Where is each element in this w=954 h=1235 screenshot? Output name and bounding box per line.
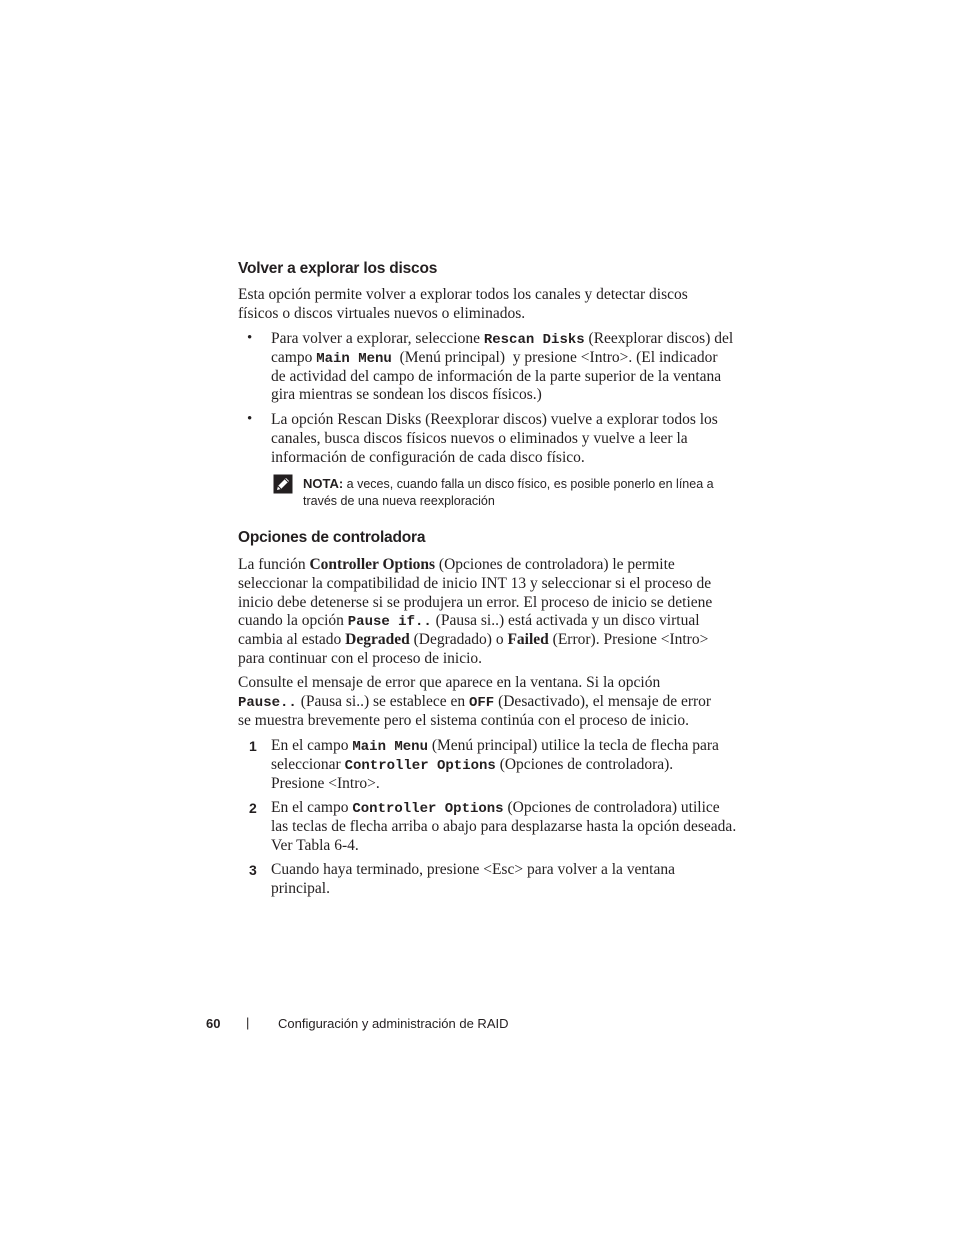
code-pause-if: Pause if..	[347, 614, 432, 631]
code-controller-options: Controller Options	[352, 801, 504, 817]
code-main-menu: Main Menu	[352, 739, 428, 755]
footer-chapter-title: Configuración y administración de RAID	[278, 1016, 509, 1031]
step-item-1	[271, 737, 719, 793]
error-message-paragraph	[238, 674, 711, 730]
rescan-intro-paragraph	[238, 286, 688, 324]
note-pencil-icon	[273, 474, 293, 499]
text-line: información de configuración de cada disco físico.	[271, 448, 585, 466]
text-line: En el campo Controller Options (Opciones de controladora) utilice	[271, 799, 720, 817]
code-off: OFF	[468, 694, 495, 711]
step-number: 1	[249, 738, 257, 754]
text-line: cuando la opción Pause if.. (Pausa si..) está activada y un disco virtual	[238, 612, 700, 631]
bold-failed: Failed	[507, 631, 549, 649]
code-pause: Pause..	[238, 694, 297, 711]
text-line: Presione <Intro>.	[271, 774, 380, 792]
step-item-3	[271, 861, 675, 899]
bullet-item-rescan-option	[271, 411, 718, 467]
text-line: través de una nueva reexploración	[303, 493, 495, 508]
code-rescan-disks: Rescan Disks	[483, 332, 585, 348]
text-line: Cuando haya terminado, presione <Esc> para volver a la ventana	[271, 861, 675, 878]
step-item-2	[271, 799, 736, 855]
text-line: seleccionar Controller Options (Opciones de controladora).	[271, 755, 674, 774]
text-line: canales, busca discos físicos nuevos o eliminados y vuelve a leer la	[271, 429, 688, 447]
text-line: cambia al estado Degraded (Degradado) o Failed (Error). Presione <Intro>	[238, 631, 709, 649]
text-line: seleccionar la compatibilidad de inicio INT 13 y seleccionar si el proceso de	[238, 574, 712, 592]
bold-rescan-disks: Rescan Disks	[337, 411, 422, 428]
text-line: Ver Tabla 6-4.	[271, 836, 359, 854]
section-heading-rescan: Volver a explorar los discos	[238, 260, 438, 277]
text-line: campo Main Menu (Menú principal) y presione <Intro>. (El indicador	[271, 348, 718, 367]
text-line: inicio debe detenerse si se produjera un error. El proceso de inicio se detiene	[238, 593, 713, 611]
text-line: La opción Rescan Disks (Reexplorar discos) vuelve a explorar todos los	[271, 411, 718, 428]
note-block	[303, 475, 714, 510]
page-number: 60	[206, 1016, 221, 1031]
code-main-menu: Main Menu	[316, 350, 392, 367]
section-heading-controller-options: Opciones de controladora	[238, 529, 426, 546]
text-line: de actividad del campo de información de la parte superior de la ventana	[271, 367, 722, 385]
bold-controller-options: Controller Options	[309, 556, 436, 573]
step-number: 3	[249, 862, 257, 878]
code-controller-options: Controller Options	[344, 757, 496, 774]
text-line: Esta opción permite volver a explorar todos los canales y detectar discos	[238, 286, 688, 303]
text-line: Pause.. (Pausa si..) se establece en OFF (Desactivado), el mensaje de error	[238, 692, 712, 711]
bold-degraded: Degraded	[345, 631, 410, 649]
text-line: físicos o discos virtuales nuevos o eliminados.	[238, 304, 526, 322]
text-line: principal.	[271, 879, 330, 897]
controller-options-paragraph	[238, 556, 712, 669]
bullet-marker: •	[247, 411, 253, 427]
text-line: Para volver a explorar, seleccione Rescan Disks (Reexplorar discos) del	[271, 330, 734, 348]
text-line: En el campo Main Menu (Menú principal) utilice la tecla de flecha para	[271, 737, 719, 755]
text-line: NOTA: a veces, cuando falla un disco físico, es posible ponerlo en línea a	[303, 476, 714, 491]
footer-separator: |	[246, 1015, 250, 1030]
bullet-marker: •	[247, 330, 253, 346]
text-line: gira mientras se sondean los discos físicos.)	[271, 386, 542, 404]
bullet-item-rescan-select	[271, 330, 733, 405]
note-label: NOTA:	[303, 476, 344, 491]
text-line: La función Controller Options (Opciones de controladora) le permite	[238, 556, 675, 573]
text-line: Consulte el mensaje de error que aparece en la ventana. Si la opción	[238, 674, 661, 691]
text-line: las teclas de flecha arriba o abajo para desplazarse hasta la opción deseada.	[271, 817, 737, 835]
text-line: para continuar con el proceso de inicio.	[238, 649, 483, 667]
text-line: se muestra brevemente pero el sistema continúa con el proceso de inicio.	[238, 711, 690, 729]
step-number: 2	[249, 800, 257, 816]
